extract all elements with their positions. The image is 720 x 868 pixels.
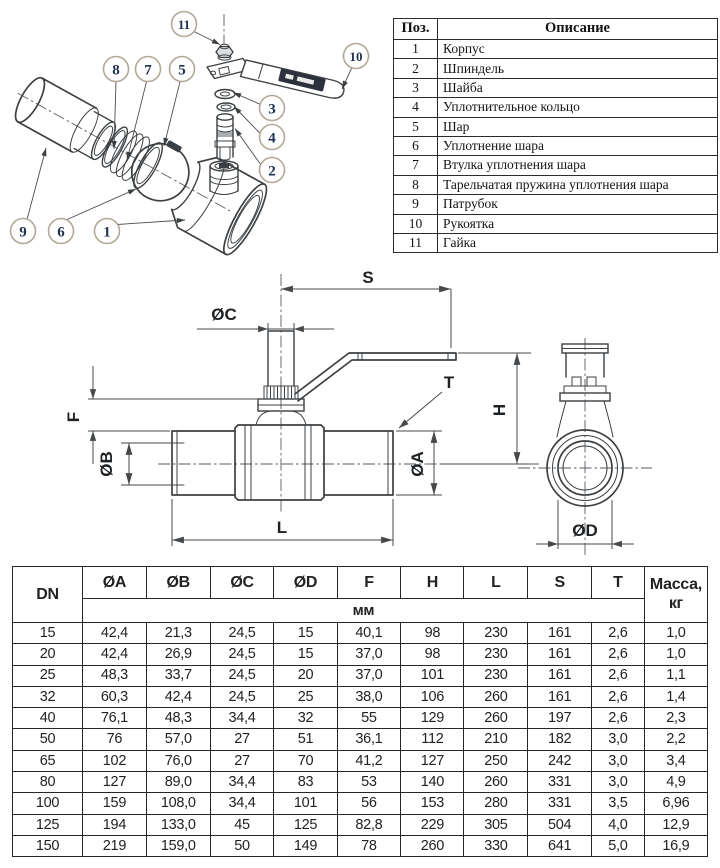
parts-table-row	[394, 195, 718, 214]
dimension-value: 2,6	[592, 623, 645, 644]
callout-11-number: 11	[177, 17, 191, 32]
dimension-value: 3,0	[592, 750, 645, 771]
part-description: Гайка	[438, 233, 718, 252]
dimension-value: 26,9	[146, 644, 210, 665]
dimension-value: 280	[464, 793, 528, 814]
leader-9	[27, 148, 46, 220]
part-description: Шар	[438, 117, 718, 136]
dimension-value: 24,5	[210, 686, 274, 707]
dimension-value: 108,0	[146, 793, 210, 814]
parts-table-row	[394, 214, 718, 233]
dimension-value: 2,6	[592, 665, 645, 686]
callout-4	[260, 125, 285, 150]
callout-11	[172, 12, 197, 37]
neck-slot	[219, 163, 229, 168]
dimension-value: 242	[528, 750, 592, 771]
dim-label-od: ØD	[572, 521, 598, 540]
dimension-oc	[197, 305, 334, 331]
dimension-value: 2,6	[592, 708, 645, 729]
part-position: 5	[394, 117, 438, 136]
dimension-value: 34,4	[210, 708, 274, 729]
dimensions-table-row	[13, 772, 708, 793]
dimension-value: 76	[83, 729, 147, 750]
dimension-value: 53	[337, 772, 401, 793]
dimension-value: 230	[464, 644, 528, 665]
dimensions-table-row	[13, 814, 708, 835]
dimension-value: 230	[464, 665, 528, 686]
dimension-value: 48,3	[146, 708, 210, 729]
dimension-value: 125	[13, 814, 83, 835]
dimension-value: 504	[528, 814, 592, 835]
dimension-value: 40,1	[337, 623, 401, 644]
dimensions-table-row	[13, 750, 708, 771]
dimension-value: 76,0	[146, 750, 210, 771]
dimension-value: 82,8	[337, 814, 401, 835]
dimension-value: 89,0	[146, 772, 210, 793]
part-description: Втулка уплотнения шара	[438, 156, 718, 175]
dimension-value: 153	[401, 793, 464, 814]
part-position: 7	[394, 156, 438, 175]
dimension-value: 2,3	[644, 708, 707, 729]
dimension-value: 106	[401, 686, 464, 707]
dimension-value: 34,4	[210, 772, 274, 793]
mass-label: Масса,	[649, 576, 702, 594]
dimension-value: 50	[210, 835, 274, 856]
handle-part-10	[241, 60, 344, 98]
dimension-value: 24,5	[210, 644, 274, 665]
dimension-value: 50	[13, 729, 83, 750]
assembly-centerline	[18, 93, 233, 212]
parts-table-row	[394, 117, 718, 136]
right-pipe	[324, 431, 393, 495]
oring-part-4	[217, 103, 235, 111]
dim-label-t: T	[443, 373, 455, 392]
dimension-value: 57,0	[146, 729, 210, 750]
col-header-h: H	[401, 567, 464, 599]
dimension-value: 60,3	[83, 686, 147, 707]
dimension-value: 182	[528, 729, 592, 750]
dimension-value: 159	[83, 793, 147, 814]
dimension-value: 15	[13, 623, 83, 644]
dimension-value: 27	[210, 750, 274, 771]
dimension-value: 197	[528, 708, 592, 729]
dimension-value: 161	[528, 665, 592, 686]
dimension-drawing	[0, 262, 720, 565]
part-description: Уплотнительное кольцо	[438, 98, 718, 117]
dimension-value: 331	[528, 793, 592, 814]
col-header-t: T	[592, 567, 645, 599]
part-position: 10	[394, 214, 438, 233]
dimensions-table-body	[13, 623, 708, 857]
leader-1	[117, 220, 185, 225]
part-position: 3	[394, 78, 438, 97]
dimension-value: 38,0	[337, 686, 401, 707]
parts-table-body	[394, 40, 718, 253]
dimension-value: 37,0	[337, 665, 401, 686]
handle-side-view	[295, 353, 456, 401]
dimension-value: 15	[274, 644, 337, 665]
part-position: 8	[394, 175, 438, 194]
dimension-value: 56	[337, 793, 401, 814]
dimension-value: 305	[464, 814, 528, 835]
dimension-value: 3,4	[644, 750, 707, 771]
part-description: Уплотнение шара	[438, 136, 718, 155]
dimension-value: 140	[401, 772, 464, 793]
callout-4-number: 4	[268, 130, 276, 147]
dimension-value: 25	[13, 665, 83, 686]
callout-6	[49, 219, 74, 244]
callout-3	[260, 96, 285, 121]
dimension-h	[440, 353, 531, 464]
col-header-oc: ØC	[210, 567, 274, 599]
dimension-value: 100	[13, 793, 83, 814]
dimension-value: 6,96	[644, 793, 707, 814]
callout-5-number: 5	[178, 62, 186, 79]
parts-table-row	[394, 175, 718, 194]
part-description: Шпиндель	[438, 59, 718, 78]
callout-9-number: 9	[19, 224, 27, 241]
dimension-value: 37,0	[337, 644, 401, 665]
col-header-od: ØD	[274, 567, 337, 599]
body-neck	[210, 161, 238, 195]
leader-5	[164, 82, 180, 146]
ball-part-5	[122, 130, 201, 211]
parts-table-row	[394, 59, 718, 78]
callout-8	[104, 57, 129, 82]
dimension-value: 42,4	[83, 623, 147, 644]
dimension-value: 21,3	[146, 623, 210, 644]
dim-label-f: F	[64, 411, 83, 423]
leader-3	[233, 93, 260, 105]
dimension-value: 33,7	[146, 665, 210, 686]
dimension-value: 161	[528, 623, 592, 644]
dimension-value: 3,5	[592, 793, 645, 814]
dimension-value: 102	[83, 750, 147, 771]
leader-6	[66, 189, 136, 220]
dimension-value: 161	[528, 644, 592, 665]
callout-10	[344, 44, 369, 69]
dimension-value: 78	[337, 835, 401, 856]
dimensions-table-row	[13, 708, 708, 729]
dimensions-table-row	[13, 729, 708, 750]
dimension-value: 149	[274, 835, 337, 856]
parts-table-row	[394, 136, 718, 155]
dimension-value: 42,4	[83, 644, 147, 665]
spindle-part-2	[215, 114, 235, 160]
dimension-value: 129	[401, 708, 464, 729]
dimension-value: 125	[274, 814, 337, 835]
dim-label-oc: ØC	[211, 305, 237, 324]
parts-table-row	[394, 78, 718, 97]
col-header-l: L	[464, 567, 528, 599]
callouts	[11, 12, 369, 244]
callout-7-number: 7	[144, 62, 152, 79]
part-description: Шайба	[438, 78, 718, 97]
part-position: 1	[394, 40, 438, 59]
part-description: Патрубок	[438, 195, 718, 214]
dimension-value: 24,5	[210, 665, 274, 686]
dimension-value: 260	[401, 835, 464, 856]
dimension-value: 4,9	[644, 772, 707, 793]
dimension-value: 32	[274, 708, 337, 729]
dimension-value: 219	[83, 835, 147, 856]
dimension-value: 80	[13, 772, 83, 793]
dimensions-table-row	[13, 623, 708, 644]
dimension-value: 42,4	[146, 686, 210, 707]
dimension-value: 2,6	[592, 644, 645, 665]
dimension-value: 20	[13, 644, 83, 665]
dimension-value: 260	[464, 772, 528, 793]
dimension-value: 27	[210, 729, 274, 750]
parts-table	[393, 18, 718, 253]
dimensions-table	[12, 566, 708, 857]
dimension-value: 98	[401, 623, 464, 644]
dimension-value: 98	[401, 644, 464, 665]
callout-9	[11, 219, 36, 244]
dimensions-table-row	[13, 686, 708, 707]
parts-col-pos: Поз.	[394, 19, 438, 40]
callout-10-number: 10	[349, 49, 363, 64]
dimension-oa	[396, 431, 442, 495]
dimension-l	[172, 499, 393, 546]
dimension-value: 161	[528, 686, 592, 707]
dim-label-ob: ØB	[97, 451, 116, 477]
dimension-value: 24,5	[210, 623, 274, 644]
dimension-value: 250	[464, 750, 528, 771]
dimension-value: 150	[13, 835, 83, 856]
dimension-value: 15	[274, 623, 337, 644]
dim-label-h: H	[490, 403, 509, 417]
dimension-value: 40	[13, 708, 83, 729]
dimension-value: 2,2	[644, 729, 707, 750]
col-header-dn: DN	[13, 567, 83, 623]
dimension-value: 127	[83, 772, 147, 793]
dimension-value: 51	[274, 729, 337, 750]
part-position: 4	[394, 98, 438, 117]
part-description: Рукоятка	[438, 214, 718, 233]
dimension-value: 12,9	[644, 814, 707, 835]
dimension-value: 55	[337, 708, 401, 729]
dimension-value: 101	[274, 793, 337, 814]
dimension-value: 159,0	[146, 835, 210, 856]
dimension-value: 133,0	[146, 814, 210, 835]
dimensions-table-row	[13, 835, 708, 856]
dimension-value: 48,3	[83, 665, 147, 686]
leader-11	[194, 32, 220, 45]
part-description: Тарельчатая пружина уплотнения шара	[438, 175, 718, 194]
leader-2	[235, 129, 261, 166]
dimensions-table-row	[13, 644, 708, 665]
dimension-value: 34,4	[210, 793, 274, 814]
dimension-s	[281, 268, 451, 348]
callout-3-number: 3	[268, 101, 276, 118]
part-position: 2	[394, 59, 438, 78]
dimension-value: 1,0	[644, 623, 707, 644]
dim-label-l: L	[276, 518, 288, 537]
dimension-value: 1,4	[644, 686, 707, 707]
callout-8-number: 8	[112, 62, 120, 79]
dimension-value: 230	[464, 623, 528, 644]
mass-unit-label: кг	[668, 594, 683, 612]
units-mm-label: мм	[83, 599, 645, 623]
dimension-value: 65	[13, 750, 83, 771]
part-position: 9	[394, 195, 438, 214]
dimensions-table-row	[13, 665, 708, 686]
parts-col-desc: Описание	[438, 19, 718, 40]
dimension-value: 76,1	[83, 708, 147, 729]
units-row	[13, 599, 708, 623]
callout-2-number: 2	[268, 163, 276, 180]
col-header-s: S	[528, 567, 592, 599]
dimension-value: 36,1	[337, 729, 401, 750]
dimension-value: 2,6	[592, 686, 645, 707]
dimensions-header-row	[13, 567, 708, 599]
callout-1	[95, 219, 120, 244]
callout-7	[136, 57, 161, 82]
dimension-value: 210	[464, 729, 528, 750]
dimension-value: 101	[401, 665, 464, 686]
col-header-f: F	[337, 567, 401, 599]
parts-table-row	[394, 156, 718, 175]
col-header-mass	[644, 567, 707, 623]
parts-table-row	[394, 233, 718, 252]
parts-table-header	[394, 19, 718, 40]
dimension-value: 32	[13, 686, 83, 707]
callout-6-number: 6	[57, 224, 65, 241]
dimension-value: 41,2	[337, 750, 401, 771]
parts-table-row	[394, 98, 718, 117]
part-description: Корпус	[438, 40, 718, 59]
dimension-value: 194	[83, 814, 147, 835]
callout-2	[260, 158, 285, 183]
dimension-value: 70	[274, 750, 337, 771]
dimension-value: 641	[528, 835, 592, 856]
dimension-value: 260	[464, 708, 528, 729]
callout-5	[170, 57, 195, 82]
dimension-value: 45	[210, 814, 274, 835]
dim-label-oa: ØA	[408, 451, 427, 477]
dimensions-table-row	[13, 793, 708, 814]
dimension-value: 127	[401, 750, 464, 771]
dimension-value: 3,0	[592, 729, 645, 750]
leader-4	[234, 107, 260, 134]
dimension-value: 25	[274, 686, 337, 707]
callout-1-number: 1	[103, 224, 111, 241]
dimension-t	[399, 373, 455, 428]
dimension-value: 20	[274, 665, 337, 686]
nut-part-11	[216, 44, 233, 60]
dimension-value: 1,0	[644, 644, 707, 665]
dimension-value: 331	[528, 772, 592, 793]
dimension-value: 1,1	[644, 665, 707, 686]
ball-slot	[166, 140, 182, 153]
dimension-value: 260	[464, 686, 528, 707]
part-position: 11	[394, 233, 438, 252]
dimension-value: 330	[464, 835, 528, 856]
part-position: 6	[394, 136, 438, 155]
dimension-ob	[97, 443, 184, 485]
dimension-value: 83	[274, 772, 337, 793]
dimension-value: 3,0	[592, 772, 645, 793]
washer-part-3	[215, 90, 235, 99]
dimension-value: 4,0	[592, 814, 645, 835]
dim-label-s: S	[362, 268, 374, 287]
parts-table-row	[394, 40, 718, 59]
col-header-oa: ØA	[83, 567, 147, 599]
leader-8	[114, 82, 116, 149]
dimension-value: 5,0	[592, 835, 645, 856]
dimension-value: 112	[401, 729, 464, 750]
dimension-value: 229	[401, 814, 464, 835]
dimension-value: 16,9	[644, 835, 707, 856]
col-header-ob: ØB	[146, 567, 210, 599]
exploded-axis-group	[0, 58, 273, 259]
leader-10	[342, 67, 352, 89]
exploded-view-drawing	[0, 0, 390, 262]
